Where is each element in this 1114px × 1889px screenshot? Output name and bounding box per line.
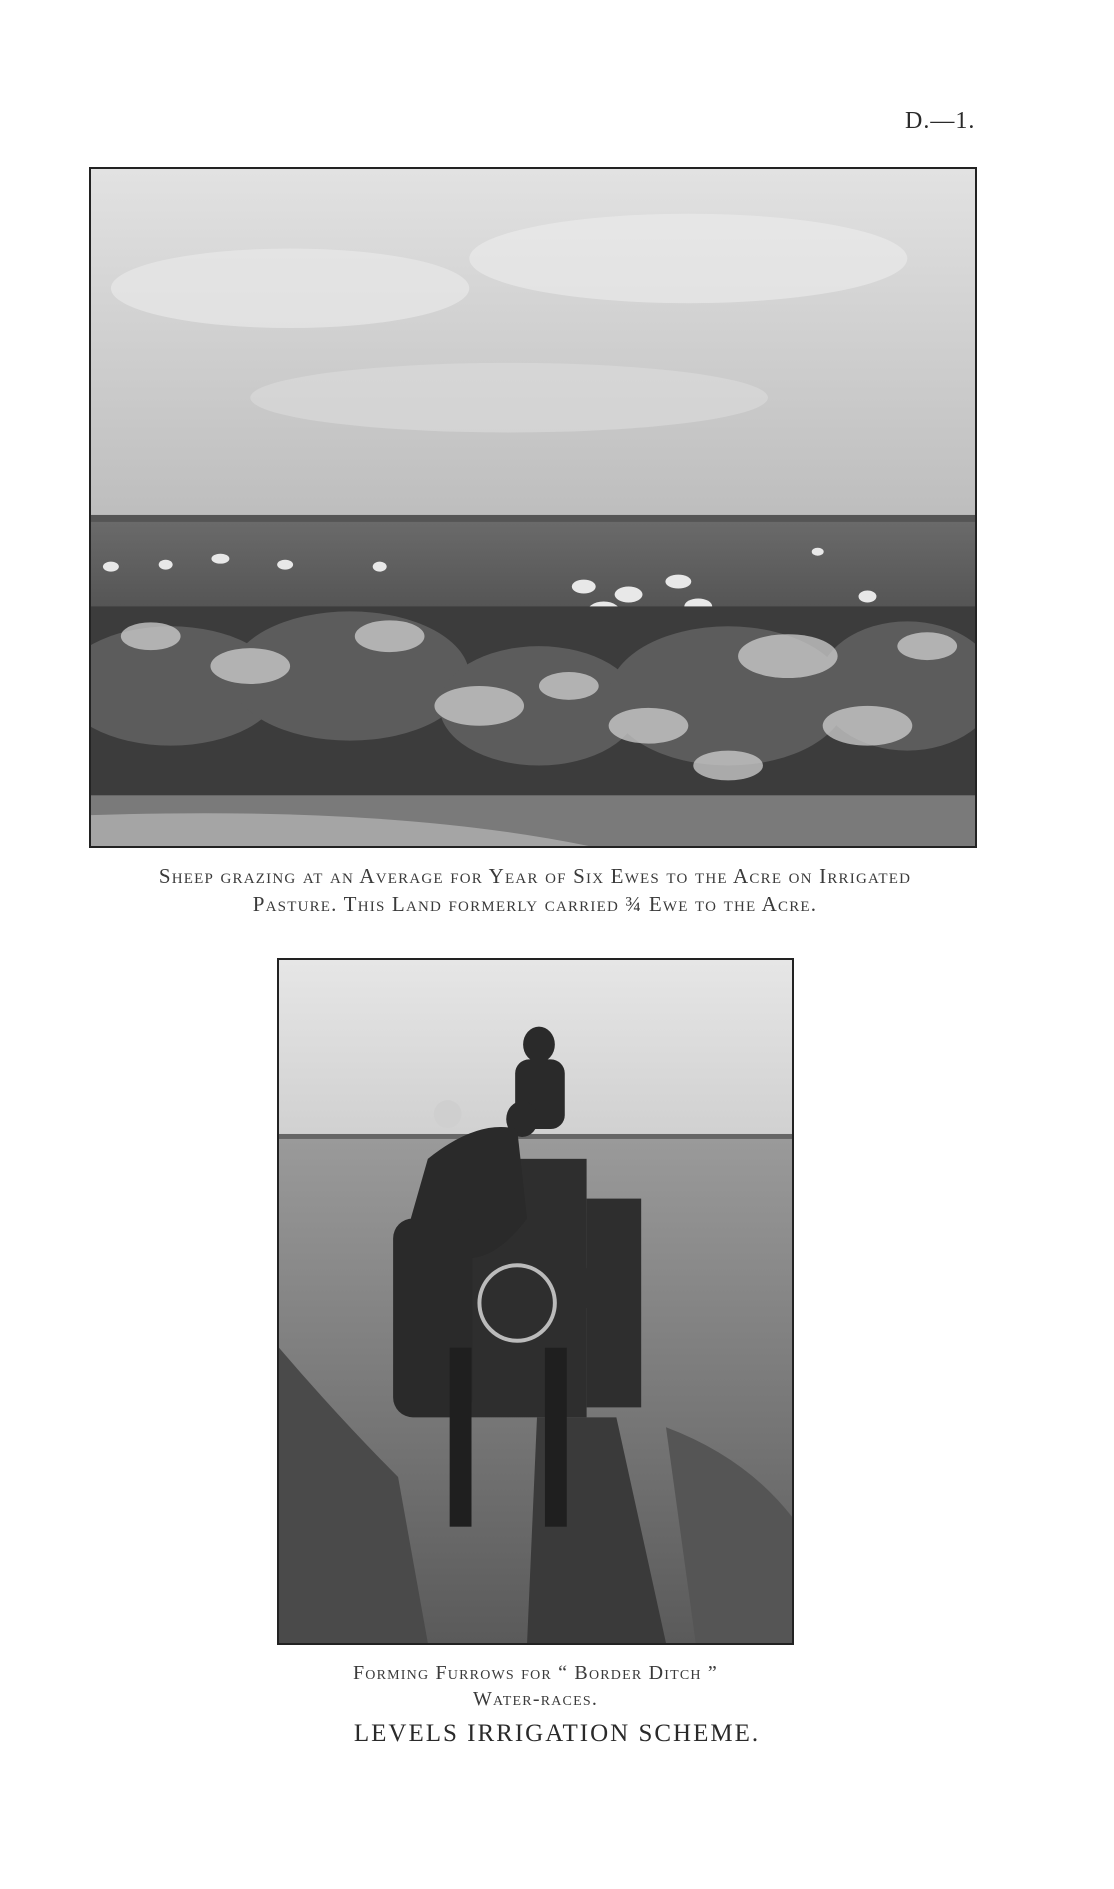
tractor-furrow-photo	[277, 958, 794, 1645]
sheep-photo-caption	[80, 862, 990, 918]
tractor-photo-caption	[277, 1660, 794, 1712]
caption-line: Forming Furrows for “ Border Ditch ”	[352, 1662, 718, 1684]
caption-line: Water-races.	[472, 1688, 599, 1710]
caption-line: Pasture. This Land formerly carried ¾ Ewe to the Acre.	[252, 892, 818, 916]
caption-line: Sheep grazing at an Average for Year of Six Ewes to the Acre on Irrigated	[158, 864, 912, 888]
page-reference: D.—1.	[905, 108, 976, 134]
page-title: LEVELS IRRIGATION SCHEME.	[353, 1720, 761, 1747]
sheep-grazing-photo	[89, 167, 977, 848]
